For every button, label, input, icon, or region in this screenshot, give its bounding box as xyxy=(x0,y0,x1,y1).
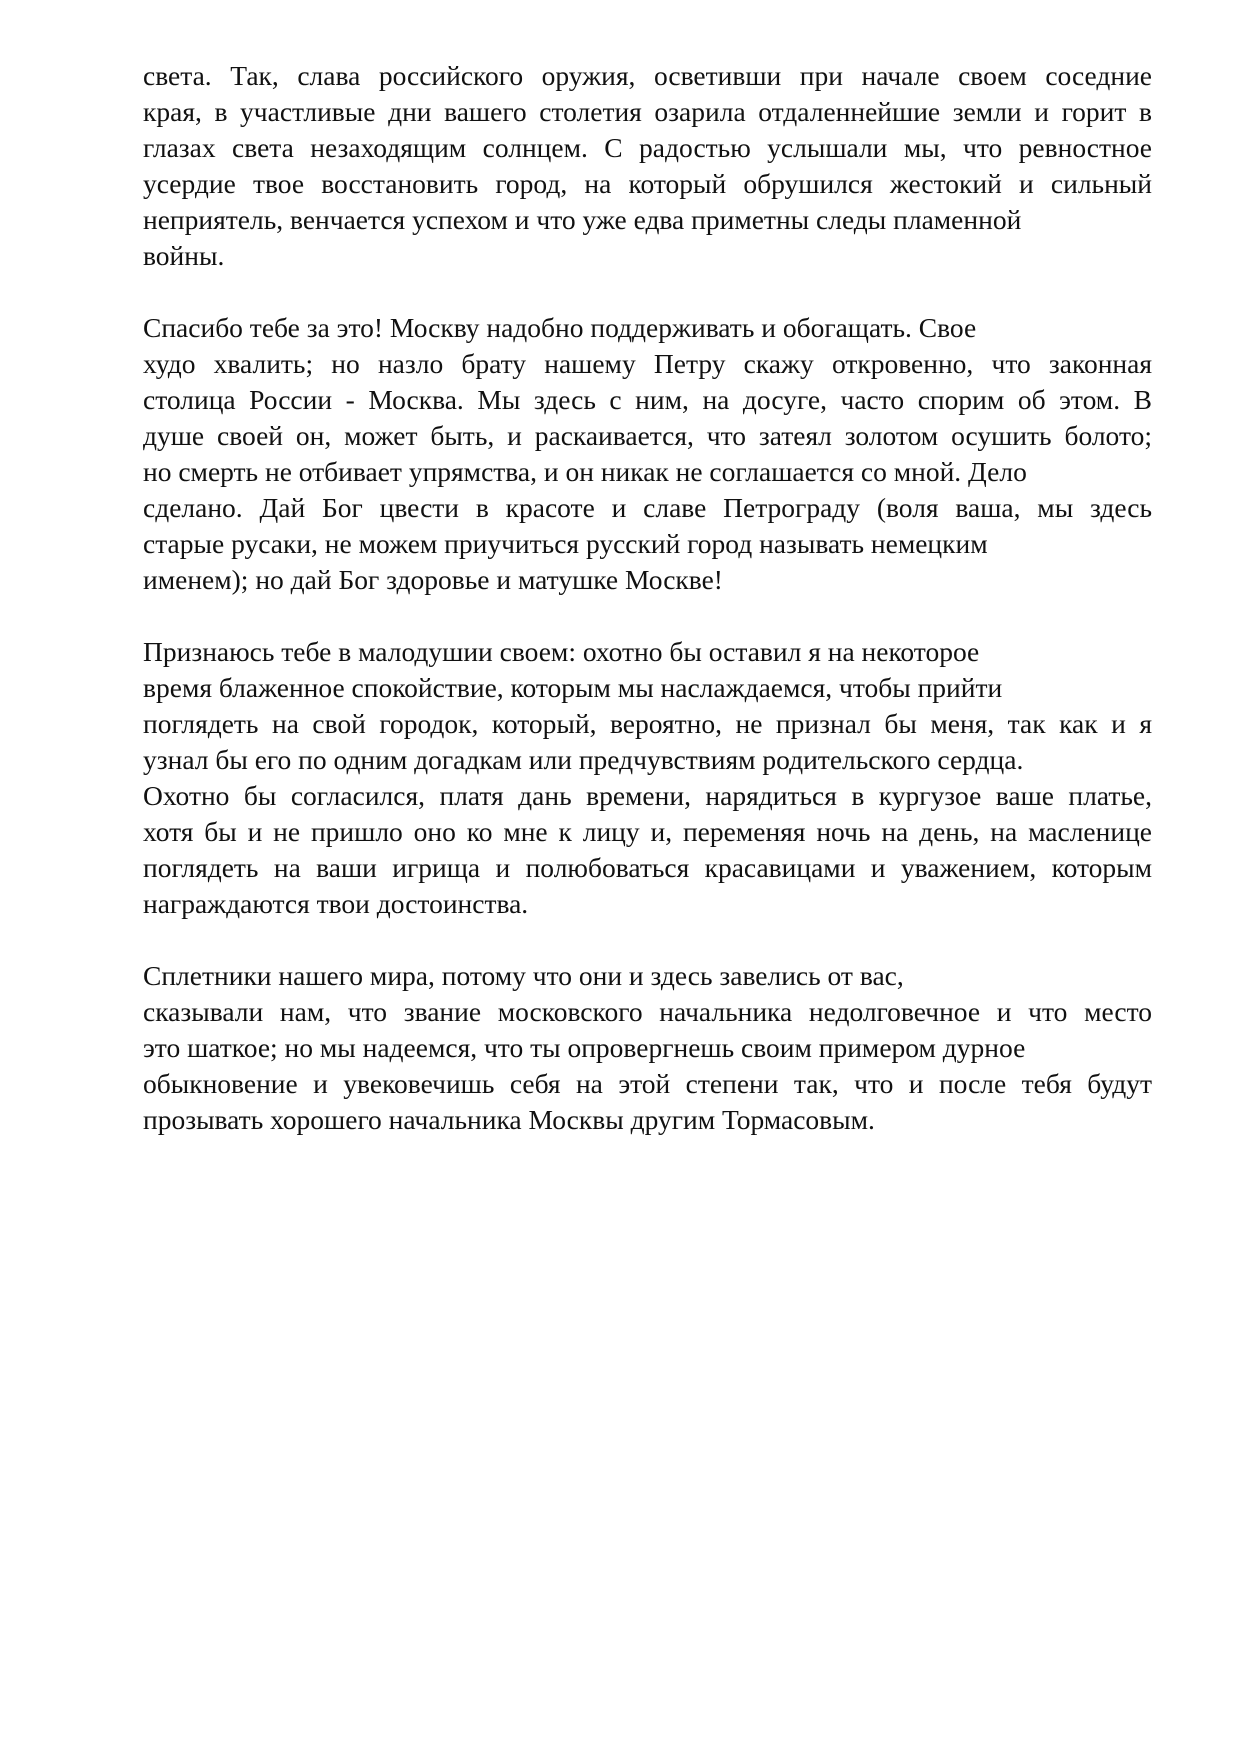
text-line: обыкновение и увековечишь себя на этой степени так, что и после тебя будут xyxy=(143,1068,1152,1099)
text-line: прозывать хорошего начальника Москвы другим Тормасовым. xyxy=(143,1104,875,1135)
text-line: Спасибо тебе за это! Москву надобно поддерживать и обогащать. Свое xyxy=(143,312,977,343)
text-line: усердие твое восстановить город, на который обрушился жестокий и сильный xyxy=(143,168,1152,199)
text-line: света. Так, слава российского оружия, осветивши при начале своем соседние xyxy=(143,60,1152,91)
text-line: но смерть не отбивает упрямства, и он никак не соглашается со мной. Дело xyxy=(143,456,1027,487)
text-line: Охотно бы согласился, платя дань времени, нарядиться в кургузое ваше платье, xyxy=(143,780,1152,811)
paragraph-2 xyxy=(90,310,1152,598)
text-line: именем); но дай Бог здоровье и матушке Москве! xyxy=(143,564,723,595)
text-line: глазах света незаходящим солнцем. С радостью услышали мы, что ревностное xyxy=(143,132,1152,163)
text-line: сказывали нам, что звание московского начальника недолговечное и что место xyxy=(143,996,1152,1027)
paragraph-1 xyxy=(90,58,1152,274)
text-line: сделано. Дай Бог цвести в красоте и славе Петрограду (воля ваша, мы здесь xyxy=(143,492,1152,523)
paragraph-4 xyxy=(90,958,1152,1138)
text-line: это шаткое; но мы надеемся, что ты опровергнешь своим примером дурное xyxy=(143,1032,1026,1063)
text-line: худо хвалить; но назло брату нашему Петру скажу откровенно, что законная xyxy=(143,348,1152,379)
text-line: поглядеть на ваши игрища и полюбоваться красавицами и уважением, которым xyxy=(143,852,1152,883)
text-line: старые русаки, не можем приучиться русский город называть немецким xyxy=(143,528,988,559)
text-line: столица России - Москва. Мы здесь с ним, на досуге, часто спорим об этом. В xyxy=(143,384,1152,415)
text-line: Признаюсь тебе в малодушии своем: охотно бы оставил я на некоторое xyxy=(143,636,980,667)
text-line: неприятель, венчается успехом и что уже едва приметны следы пламенной xyxy=(143,204,1022,235)
text-line: поглядеть на свой городок, который, вероятно, не признал бы меня, так как и я xyxy=(143,708,1152,739)
paragraph-3 xyxy=(90,634,1152,922)
text-line: душе своей он, может быть, и раскаивается, что затеял золотом осушить болото; xyxy=(143,420,1152,451)
text-line: хотя бы и не пришло оно ко мне к лицу и, переменяя ночь на день, на масленице xyxy=(143,816,1152,847)
document-page xyxy=(90,58,1152,1174)
text-line: узнал бы его по одним догадкам или предчувствиям родительского сердца. xyxy=(143,744,1024,775)
text-line: войны. xyxy=(143,240,225,271)
text-line: время блаженное спокойствие, которым мы наслаждаемся, чтобы прийти xyxy=(143,672,1003,703)
text-line: Сплетники нашего мира, потому что они и здесь завелись от вас, xyxy=(143,960,904,991)
text-line: награждаются твои достоинства. xyxy=(143,888,529,919)
text-line: края, в участливые дни вашего столетия озарила отдаленнейшие земли и горит в xyxy=(143,96,1152,127)
